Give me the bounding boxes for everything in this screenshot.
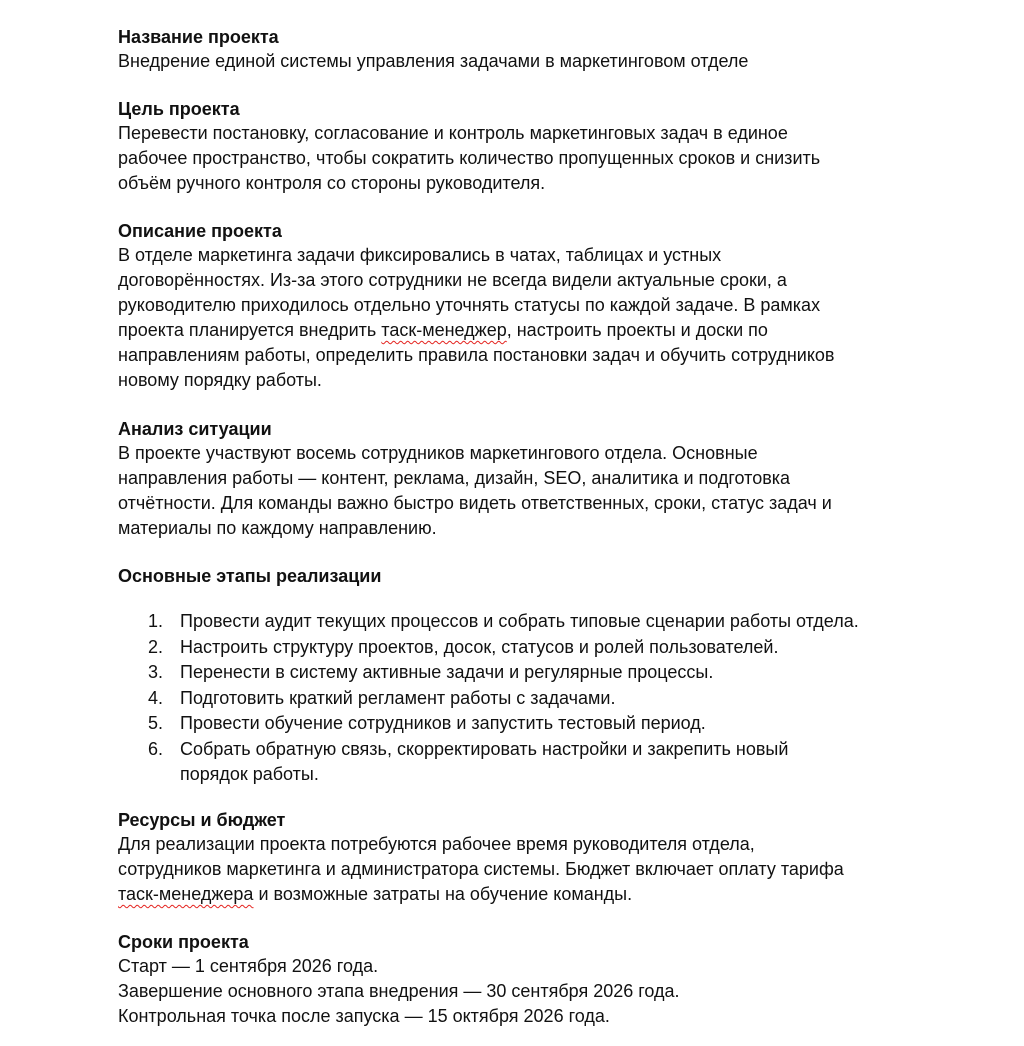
resources-line [118,882,918,907]
list-item-number: 6. [148,738,164,759]
list-item-number: 5. [148,713,164,733]
heading-stages: Основные этапы реализации [118,566,382,586]
timeline-text [118,954,918,1029]
section-project-name [118,25,918,74]
description-line: новому порядку работы. [118,370,322,390]
description-text [118,243,918,393]
list-item-text: Собрать обратную связь, скорректировать настройки и закрепить новый [180,738,789,759]
description-line: руководителю приходилось отдельно уточнять статусы по каждой задаче. В рамках [118,295,821,315]
heading-timeline: Сроки проекта [118,932,249,952]
list-item [118,635,918,661]
project-name-text: Внедрение единой системы управления задачами в маркетинговом отделе [118,51,749,71]
description-line: договорённостях. Из-за этого сотрудники не всегда видели актуальные сроки, а [118,270,787,290]
list-item-text: Настроить структуру проектов, досок, статусов и ролей пользователей. [180,636,779,657]
heading-description: Описание проекта [118,221,282,241]
stages-list [118,609,918,788]
goal-text [118,121,918,196]
list-item [118,737,918,788]
resources-text [118,832,918,907]
list-item-text-continued: порядок работы. [180,764,319,784]
list-item [118,711,918,737]
list-item [118,609,918,635]
list-item [118,686,918,712]
description-text-fragment: , настроить проекты и доски по [506,320,768,340]
description-line: направлениям работы, определить правила постановки задач и обучить сотрудников [118,345,835,365]
resources-line: сотрудников маркетинга и администратора системы. Бюджет включает оплату тарифа [118,859,844,879]
analysis-line: направления работы — контент, реклама, дизайн, SEO, аналитика и подготовка [118,468,791,488]
resources-text-fragment: и возможные затраты на обучение команды. [253,884,633,904]
list-item-number: 1. [148,611,164,631]
section-stages [118,564,918,788]
analysis-line: отчётности. Для команды важно быстро видеть ответственных, сроки, статус задач и [118,493,832,513]
analysis-text [118,441,918,541]
timeline-line: Завершение основного этапа внедрения — 30 сентября 2026 года. [118,981,680,1001]
heading-project-name: Название проекта [118,27,279,47]
analysis-line: материалы по каждому направлению. [118,518,437,538]
list-item-text: Перенести в систему активные задачи и регулярные процессы. [180,662,714,682]
goal-line: объём ручного контроля со стороны руководителя. [118,173,546,193]
section-resources [118,808,918,907]
timeline-line: Старт — 1 сентября 2026 года. [118,956,379,976]
section-timeline [118,930,918,1029]
list-item-text: Подготовить краткий регламент работы с задачами. [180,687,616,708]
description-line: В отделе маркетинга задачи фиксировались в чатах, таблицах и устных [118,245,722,265]
analysis-line: В проекте участвуют восемь сотрудников маркетингового отдела. Основные [118,443,758,463]
spellcheck-word-task-manager[interactable]: таск-менеджер [381,320,507,340]
section-analysis [118,417,918,541]
spellcheck-word-task-manager-gen[interactable]: таск-менеджера [118,884,254,904]
list-item-number: 4. [148,687,164,708]
section-goal [118,97,918,196]
heading-resources: Ресурсы и бюджет [118,810,286,830]
list-item-number: 3. [148,662,164,682]
heading-analysis: Анализ ситуации [118,419,272,439]
goal-line: рабочее пространство, чтобы сократить количество пропущенных сроков и снизить [118,148,821,168]
description-text-fragment: проекта планируется внедрить [118,320,382,340]
resources-line: Для реализации проекта потребуются рабочее время руководителя отдела, [118,834,755,854]
list-item [118,660,918,686]
list-item-number: 2. [148,636,164,657]
list-item-text: Провести аудит текущих процессов и собрать типовые сценарии работы отдела. [180,611,859,631]
list-item-text: Провести обучение сотрудников и запустить тестовый период. [180,713,706,733]
goal-line: Перевести постановку, согласование и контроль маркетинговых задач в единое [118,123,788,143]
heading-goal: Цель проекта [118,99,240,119]
description-line [118,318,918,343]
timeline-line: Контрольная точка после запуска — 15 октября 2026 года. [118,1006,610,1026]
section-description [118,219,918,393]
